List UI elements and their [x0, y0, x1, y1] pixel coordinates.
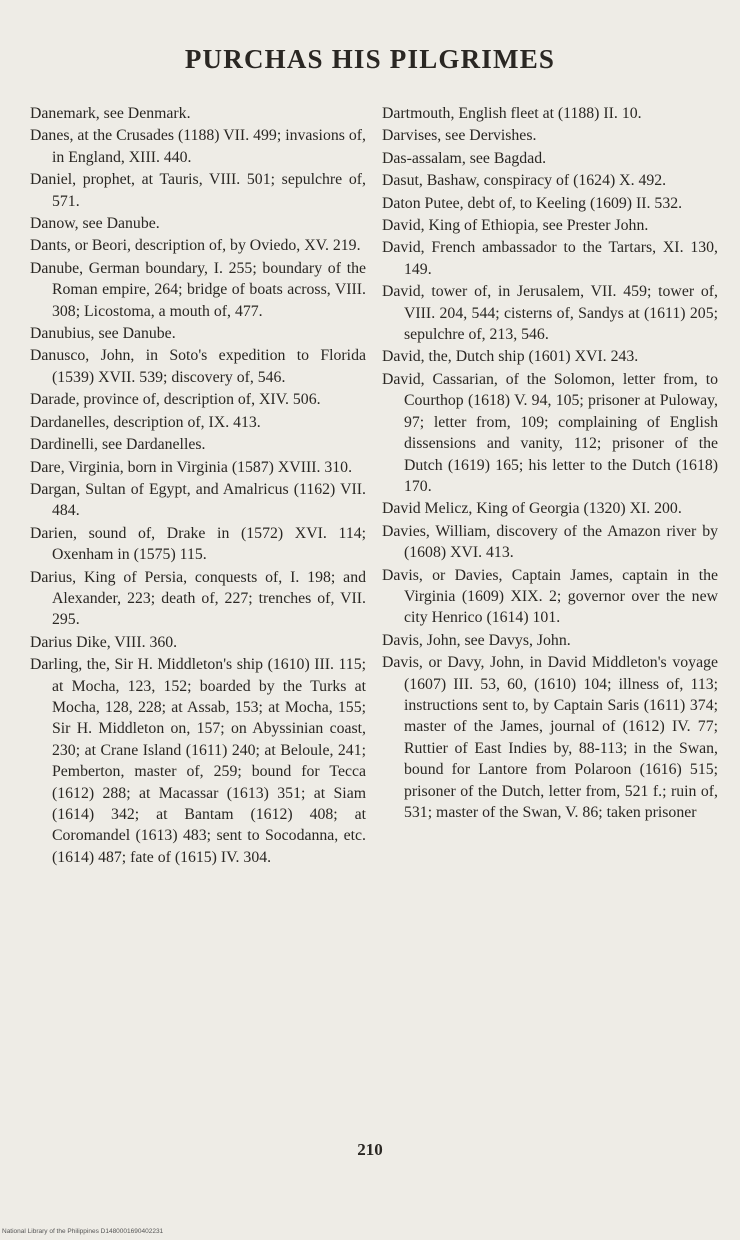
index-entry: Dasut, Bashaw, conspiracy of (1624) X. 492.: [382, 172, 667, 190]
index-entry: Danemark, see Denmark.: [30, 105, 191, 122]
index-entry: Davis, or Davy, John, in David Middleton's voyage (1607) III. 53, 60, (1610) 104; illness of, 113; instructions sent to, by Captain Saris (1611) 374; master of the James, journal of (1612) IV. 77; Ruttier of East Indies by, 88-113; in the Swan, bound for Lantore from Polaroon (1616) 515; prisoner of the Dutch, letter from, 521 f.; ruin of, 531; master of the Swan, V. 86; taken prisoner: [382, 654, 718, 821]
index-entry: David, the, Dutch ship (1601) XVI. 243.: [382, 348, 639, 366]
index-entry: Dargan, Sultan of Egypt, and Amalricus (1162) VII. 484.: [30, 480, 366, 520]
index-entry: Davis, John, see Davys, John.: [382, 631, 571, 649]
index-column-left: [30, 103, 366, 869]
index-entry: David, tower of, in Jerusalem, VII. 459; tower of, VIII. 204, 544; cisterns of, Sandys at (1611) 205; sepulchre of, 213, 546.: [382, 283, 718, 344]
index-entry: Danusco, John, in Soto's expedition to Florida (1539) XVII. 539; discovery of, 546.: [30, 347, 366, 386]
page-title: PURCHAS HIS PILGRIMES: [184, 44, 556, 74]
index-entry: Dants, or Beori, description of, by Oviedo, XV. 219.: [30, 237, 361, 255]
index-entry: Dare, Virginia, born in Virginia (1587) XVIII. 310.: [30, 458, 353, 476]
index-entry: Darius, King of Persia, conquests of, I. 198; and Alexander, 223; death of, 227; trenches of, VII. 295.: [30, 568, 366, 629]
index-entry: Dardinelli, see Dardanelles.: [30, 436, 206, 454]
index-entry: Dardanelles, description of, IX. 413.: [30, 413, 261, 431]
index-entry: Danubius, see Danube.: [30, 325, 176, 343]
scan-footer: National Library of the Philippines D1480001690402231: [2, 1228, 164, 1235]
index-entry: Dartmouth, English fleet at (1188) II. 10.: [382, 105, 642, 122]
index-entry: Darling, the, Sir H. Middleton's ship (1610) III. 115; at Mocha, 123, 152; boarded by the Turks at Mocha, 128, 228; at Assab, 153; at Mocha, 155; Sir H. Middleton on, 157; on Abyssinian coast, 230; at Crane Island (1611) 240; at Beloule, 241; Pemberton, master of, 259; bound for Tecca (1612) 288; at Macassar (1613) 351; at Siam (1614) 342; at Bantam (1612) 408; at Coromandel (1613) 483; sent to Socodanna, etc. (1614) 487; fate of (1615) IV. 304.: [30, 656, 366, 866]
page-number: 210: [357, 1140, 383, 1159]
index-entry: Darade, province of, description of, XIV. 506.: [30, 391, 321, 409]
index-entry: David, Cassarian, of the Solomon, letter from, to Courthop (1618) V. 94, 105; prisoner at Puloway, 97; letter from, 109; complaining of English dissensions and vanity, 112; prisoner of the Dutch (1619) 165; his letter to the Dutch (1618) 170.: [382, 370, 718, 495]
index-entry: Darius Dike, VIII. 360.: [30, 633, 178, 651]
index-entry: Davies, William, discovery of the Amazon river by (1608) XVI. 413.: [382, 522, 718, 562]
index-entry: Daniel, prophet, at Tauris, VIII. 501; sepulchre of, 571.: [30, 171, 366, 210]
index-entry: Danow, see Danube.: [30, 215, 160, 233]
index-entry: Davis, or Davies, Captain James, captain in the Virginia (1609) XIX. 2; governor over the new city Henrico (1614) 101.: [382, 566, 718, 627]
index-entry: Darien, sound of, Drake in (1572) XVI. 114; Oxenham in (1575) 115.: [30, 524, 366, 564]
index-entry: Danube, German boundary, I. 255; boundary of the Roman empire, 264; bridge of boats across, VIII. 308; Licostoma, a mouth of, 477.: [30, 259, 366, 320]
index-entry: Daton Putee, debt of, to Keeling (1609) II. 532.: [382, 194, 683, 212]
index-entry: David, King of Ethiopia, see Prester John.: [382, 217, 649, 235]
index-entry: David Melicz, King of Georgia (1320) XI. 200.: [382, 500, 682, 518]
index-entry: Darvises, see Dervishes.: [382, 127, 537, 145]
index-entry: David, French ambassador to the Tartars, XI. 130, 149.: [382, 239, 718, 278]
index-entry: Das-assalam, see Bagdad.: [382, 149, 547, 167]
index-entry: Danes, at the Crusades (1188) VII. 499; invasions of, in England, XIII. 440.: [30, 127, 366, 166]
index-column-right: [382, 103, 718, 824]
